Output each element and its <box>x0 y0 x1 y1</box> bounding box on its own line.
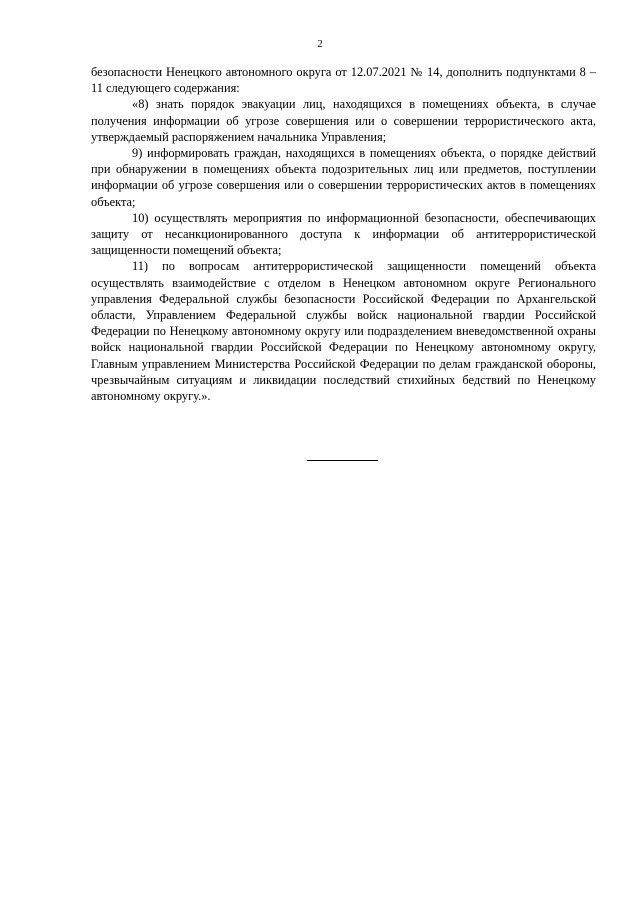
page-number: 2 <box>317 38 323 50</box>
paragraph-intro: безопасности Ненецкого автономного округа от 12.07.2021 № 14, дополнить подпунктами 8 – 11 следующего содержания: <box>91 65 596 96</box>
document-body <box>91 64 596 404</box>
paragraph-item-10: 10) осуществлять мероприятия по информационной безопасности, обеспечивающих защиту от несанкционированного доступа к информации об антитеррористической защищенности помещений объекта; <box>91 210 596 258</box>
end-separator-line <box>307 460 378 461</box>
paragraph-item-8: «8) знать порядок эвакуации лиц, находящихся в помещениях объекта, в случае получения информации об угрозе совершения или о совершении террористического акта, утверждаемый распоряжением начальника Управления; <box>91 97 596 144</box>
paragraph-item-9: 9) информировать граждан, находящихся в помещениях объекта, о порядке действий при обнаружении в помещениях объекта подозрительных лиц или предметов, поступлении информации об угрозе совершения или о совершении террористических актов в помещениях объекта; <box>91 146 596 209</box>
paragraph-item-11: 11) по вопросам антитеррористической защищенности помещений объекта осуществлять взаимодействие с отделом в Ненецком автономном округе Регионального управления Федеральной службы безопасности Российской Федерации по Архангельской области, Управлением Федеральной службы войск национальной гвардии Российской Федерации по Ненецкому автономному округу или подразделением вневедомственной охраны войск национальной гвардии Российской Федерации по Ненецкому автономному округу, Главным управлением Министерства Российской Федерации по делам гражданской обороны, чрезвычайным ситуациям и ликвидации последствий стихийных бедствий по Ненецкому автономному округу.». <box>91 259 596 404</box>
